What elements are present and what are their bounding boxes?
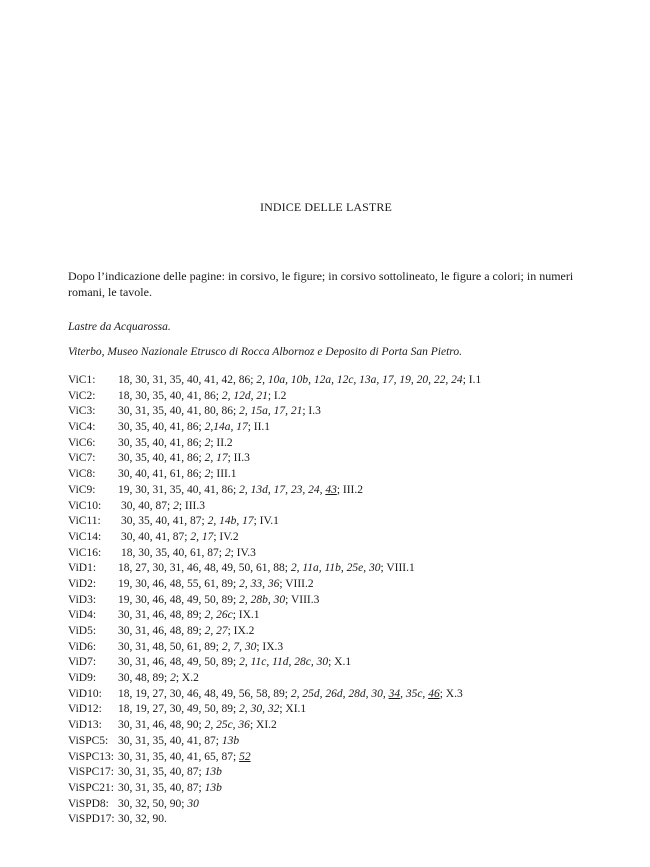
page-refs: 30, 48, 89; [118, 672, 171, 685]
figure-refs: 13b [221, 734, 240, 747]
plate-code: ViC3: [68, 405, 96, 418]
plate-code: ViC16: [68, 546, 102, 559]
page-refs: 18, 27, 30, 31, 46, 48, 49, 50, 61, 88; [118, 562, 291, 575]
plate-references [118, 781, 222, 797]
figure-refs: 2, 28b, 30 [239, 593, 286, 606]
page-refs: 30, 31, 35, 40, 41, 80, 86; [118, 405, 240, 418]
plate-references [118, 608, 260, 624]
figure-refs: 2, 27 [204, 625, 228, 637]
plate-code: ViD10: [68, 687, 102, 700]
page-refs: 18, 30, 35, 40, 61, 87; [121, 546, 225, 559]
page-refs: ; VIII.3 [285, 593, 320, 606]
plate-code: ViD5: [68, 625, 97, 637]
figure-refs: 2 [170, 672, 176, 685]
color-figure-refs: 52 [239, 750, 251, 763]
figure-refs: 2 [204, 436, 211, 449]
index-entry [68, 577, 628, 593]
page-refs: ; X.2 [175, 672, 199, 685]
page-refs: 19, 30, 46, 48, 49, 50, 89; [118, 593, 240, 606]
plate-code: ViC11: [68, 515, 101, 528]
index-entry [68, 483, 628, 499]
plate-code: ViSPC13: [68, 750, 114, 763]
plate-references [118, 687, 463, 703]
index-entry [68, 718, 628, 734]
plate-references [118, 702, 306, 718]
page-refs: ; VIII.2 [279, 577, 314, 590]
plate-references [121, 546, 256, 562]
figure-refs: 2, 30, 32 [239, 703, 280, 716]
plate-references [118, 812, 167, 828]
figure-refs: 2, 33, 36 [239, 577, 280, 590]
figure-refs: 2, 10a, 10b, 12a, 12c, 13a, 17, 19, 20, 22, 24 [256, 374, 463, 386]
plate-references [118, 671, 199, 687]
page-refs: 18, 30, 31, 35, 40, 41, 42, 86; [118, 374, 257, 386]
plate-index-list [68, 373, 628, 828]
page-refs: ; I.1 [462, 374, 482, 386]
figure-refs: 2, 25c, 36 [204, 719, 250, 732]
plate-references [118, 593, 319, 609]
page-refs: ; IV.1 [253, 515, 279, 528]
page-refs: 30, 31, 46, 48, 89; [118, 609, 205, 622]
plate-references [118, 624, 254, 640]
page-refs: ; I.2 [267, 389, 287, 402]
figure-refs: 2, 13d, 17, 23, 24, [239, 483, 326, 496]
figure-refs: 30 [187, 797, 199, 810]
index-entry [68, 530, 628, 546]
color-figure-refs: 34 [388, 687, 401, 700]
figure-refs: 2, 14b, 17 [207, 515, 254, 528]
plate-code: ViSPC17: [68, 766, 114, 779]
page-refs: 18, 30, 35, 40, 41, 86; [118, 389, 222, 402]
page-refs: ; I.3 [302, 405, 321, 418]
plate-references [118, 765, 222, 781]
figure-refs: 2 [224, 546, 231, 559]
index-entry [68, 608, 628, 624]
index-entry [68, 546, 628, 562]
index-entry [68, 655, 628, 671]
plate-code: ViSPC21: [68, 781, 114, 794]
plate-code: ViD1: [68, 562, 97, 575]
plate-references [121, 499, 205, 515]
index-entry [68, 765, 628, 781]
page-refs: ; IX.2 [227, 625, 255, 637]
figure-refs: 13b [204, 781, 222, 794]
figure-refs: 2, 17 [190, 530, 214, 543]
index-entry [68, 812, 628, 828]
plate-code: ViSPD8: [68, 797, 109, 810]
plate-code: ViD4: [68, 609, 97, 622]
page-refs: 30, 40, 41, 61, 86; [118, 468, 205, 481]
plate-references [121, 530, 239, 546]
page-refs: ; II.1 [247, 421, 271, 434]
figure-refs: 2 [204, 468, 211, 481]
page-refs: 30, 31, 35, 40, 87; [118, 781, 205, 794]
page-refs: 18, 19, 27, 30, 49, 50, 89; [118, 703, 240, 716]
page-refs: ; XI.2 [249, 719, 277, 732]
page-refs: 30, 40, 87; [121, 499, 174, 512]
location-heading: Viterbo, Museo Nazionale Etrusco di Rocca Albornoz e Deposito di Porta San Pietro. [68, 346, 462, 358]
index-entry [68, 499, 628, 515]
page-refs: 30, 32, 90. [118, 813, 167, 826]
index-entry [68, 373, 628, 389]
page-refs: 18, 19, 27, 30, 46, 48, 49, 56, 58, 89; [118, 687, 291, 700]
plate-code: ViC8: [68, 468, 96, 481]
plate-references [118, 797, 199, 813]
plate-references [118, 467, 237, 483]
page-refs: 30, 35, 40, 41, 87; [121, 515, 208, 528]
page-refs: 19, 30, 31, 35, 40, 41, 86; [118, 483, 240, 496]
figure-refs: , 35c, [400, 687, 429, 700]
page-refs: 30, 35, 40, 41, 86; [118, 436, 205, 449]
page-refs: ; IX.1 [232, 609, 260, 622]
plate-references [118, 561, 415, 577]
figure-refs: 2,14a, 17 [204, 421, 248, 434]
index-entry [68, 514, 628, 530]
page-refs: ; IV.3 [230, 546, 256, 559]
page-refs: ; III.2 [336, 483, 364, 496]
page-refs: 30, 35, 40, 41, 86; [118, 421, 205, 434]
plate-code: ViD3: [68, 593, 97, 606]
color-figure-refs: 46 [428, 687, 440, 700]
index-entry [68, 781, 628, 797]
page-refs: 30, 31, 48, 50, 61, 89; [118, 640, 222, 653]
index-entry [68, 687, 628, 703]
plate-references [118, 373, 481, 389]
index-entry [68, 671, 628, 687]
plate-code: ViC2: [68, 389, 96, 402]
page-refs: 19, 30, 46, 48, 55, 61, 89; [118, 577, 240, 590]
index-entry [68, 734, 628, 750]
plate-references [118, 389, 286, 405]
plate-references [118, 655, 351, 671]
index-entry [68, 593, 628, 609]
page-refs: 30, 31, 46, 48, 49, 50, 89; [118, 656, 240, 669]
intro-paragraph: Dopo l’indicazione delle pagine: in corsivo, le figure; in corsivo sottolineato, le figure a colori; in numeri romani, le tavole. [68, 269, 574, 299]
plate-code: ViC6: [68, 436, 96, 449]
plate-code: ViD9: [68, 672, 97, 685]
page-refs: 30, 35, 40, 41, 86; [118, 452, 205, 465]
page-refs: ; II.3 [227, 452, 250, 465]
plate-code: ViD13: [68, 719, 102, 732]
plate-references [118, 451, 250, 467]
index-entry [68, 624, 628, 640]
page-refs: 30, 31, 35, 40, 41, 87; [118, 734, 222, 747]
page-refs: ; IV.2 [213, 530, 239, 543]
index-entry [68, 404, 628, 420]
page-refs: ; III.1 [210, 468, 237, 481]
section-heading: Lastre da Acquarossa. [68, 321, 171, 333]
plate-code: ViD2: [68, 577, 97, 590]
plate-references [118, 436, 233, 452]
index-entry [68, 451, 628, 467]
plate-code: ViC4: [68, 421, 96, 434]
figure-refs: 2, 11c, 11d, 28c, 30 [239, 656, 329, 669]
plate-references [118, 734, 239, 750]
index-entry [68, 436, 628, 452]
plate-code: ViD12: [68, 703, 102, 716]
figure-refs: 2, 26c [204, 609, 233, 622]
figure-refs: 2 [173, 499, 179, 512]
plate-code: ViSPD17: [68, 813, 115, 826]
plate-references [118, 577, 314, 593]
plate-references [118, 420, 270, 436]
plate-references [118, 404, 321, 420]
plate-code: ViC10: [68, 499, 102, 512]
page-refs: ; II.2 [210, 436, 233, 449]
plate-references [118, 640, 283, 656]
plate-code: ViC9: [68, 483, 96, 496]
index-entry [68, 561, 628, 577]
page-refs: ; X.3 [439, 687, 463, 700]
index-entry [68, 750, 628, 766]
page-refs: 30, 31, 46, 48, 90; [118, 719, 205, 732]
plate-code: ViC1: [68, 374, 96, 386]
plate-references [118, 483, 363, 499]
plate-references [118, 718, 277, 734]
plate-references [118, 750, 251, 766]
figure-refs: 2, 11a, 11b, 25e, 30 [290, 562, 381, 575]
index-entry [68, 797, 628, 813]
page-refs: 30, 31, 35, 40, 87; [118, 766, 205, 779]
figure-refs: 2, 12d, 21 [221, 389, 268, 402]
page-refs: ; III.3 [178, 499, 206, 512]
page-title-text: INDICE DELLE LASTRE [260, 200, 392, 214]
figure-refs: 2, 17 [204, 452, 228, 465]
index-entry [68, 702, 628, 718]
figure-refs: 13b [204, 766, 222, 779]
page-refs: 30, 31, 46, 48, 89; [118, 625, 205, 637]
index-entry [68, 640, 628, 656]
index-entry [68, 389, 628, 405]
figure-refs: 2, 15a, 17, 21 [239, 405, 303, 418]
plate-code: ViD6: [68, 640, 97, 653]
page-refs: 30, 32, 50, 90; [118, 797, 188, 810]
page-refs: ; IX.3 [256, 640, 284, 653]
color-figure-refs: 43 [325, 483, 337, 496]
page-refs: ; VIII.1 [380, 562, 415, 575]
page-refs: ; XI.1 [279, 703, 307, 716]
plate-code: ViD7: [68, 656, 97, 669]
page-refs: ; X.1 [328, 656, 352, 669]
index-entry [68, 420, 628, 436]
page-refs: 30, 31, 35, 40, 41, 65, 87; [118, 750, 240, 763]
page-refs: 30, 40, 41, 87; [121, 530, 191, 543]
plate-code: ViSPC5: [68, 734, 109, 747]
plate-references [121, 514, 279, 530]
figure-refs: 2, 7, 30 [221, 640, 257, 653]
plate-code: ViC14: [68, 530, 102, 543]
plate-code: ViC7: [68, 452, 96, 465]
figure-refs: 2, 25d, 26d, 28d, 30, [290, 687, 389, 700]
index-entry [68, 467, 628, 483]
